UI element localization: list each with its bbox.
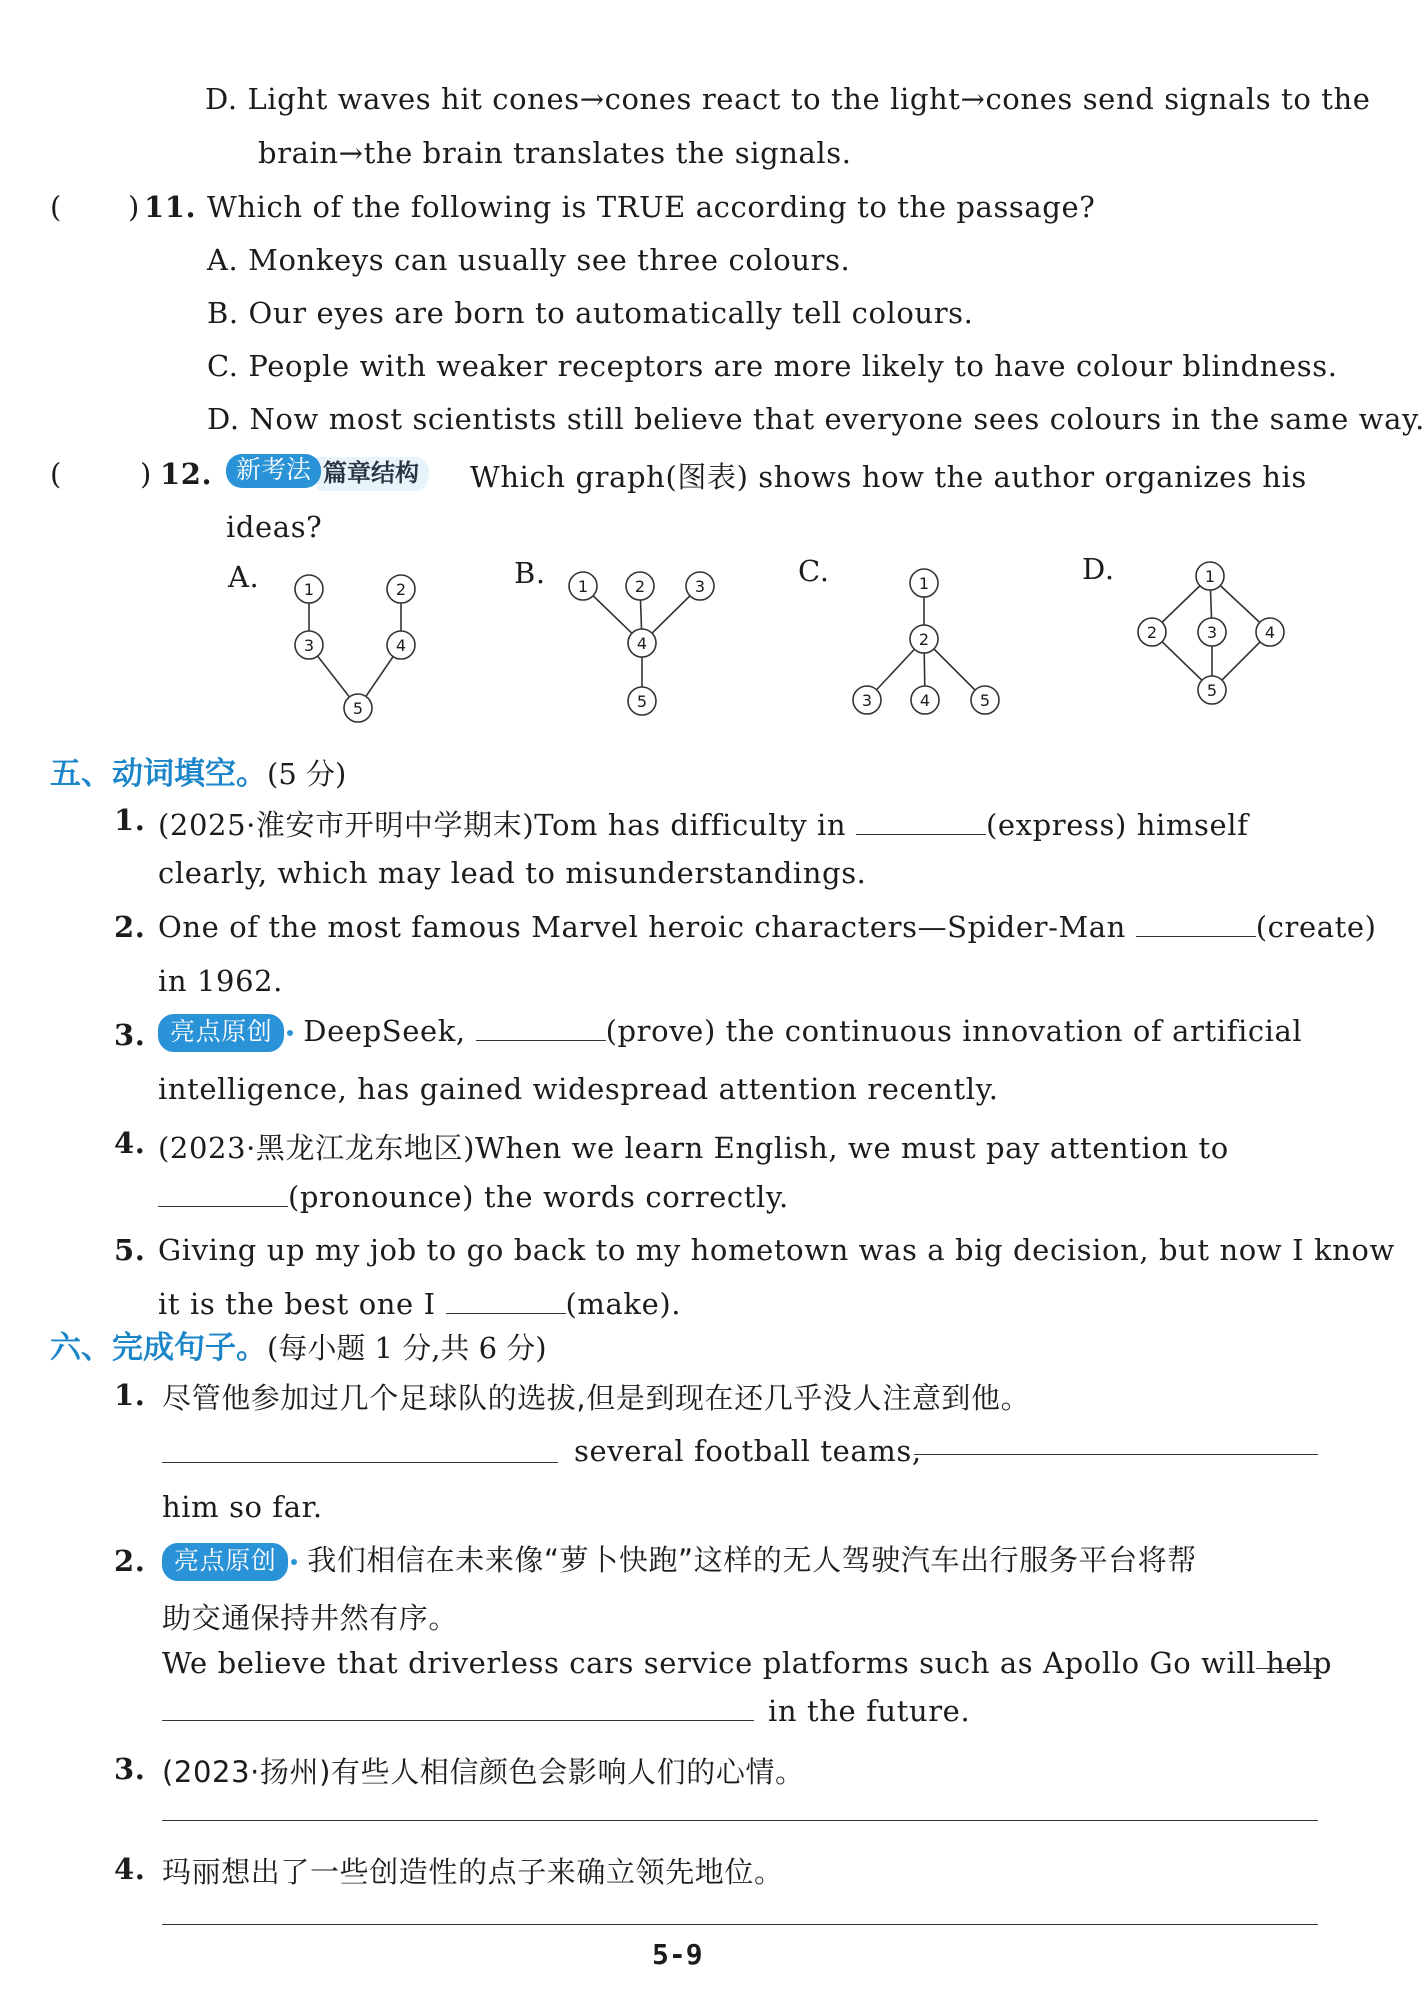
s6-item4-number: 4. [114, 1852, 146, 1886]
s6-item2-blank-2[interactable] [162, 1720, 754, 1721]
q12-tag-structure: 篇章结构 [317, 457, 429, 491]
q12-question-line2: ideas? [226, 510, 323, 544]
s5-item1-line1 [158, 803, 1248, 844]
s6-item2-en-line1: We believe that driverless cars service platforms such as Apollo Go will help [162, 1646, 1333, 1680]
s5-item5-line1: Giving up my job to go back to my hometown was a big decision, but now I know [158, 1233, 1395, 1267]
q11-answer-paren-close: ) [128, 190, 140, 224]
s6-item1-en-end: him so far. [162, 1490, 323, 1524]
graph-b-node-5-label: 5 [636, 692, 648, 711]
s6-item1-chinese: 尽管他参加过几个足球队的选拔,但是到现在还几乎没人注意到他。 [162, 1381, 1031, 1415]
graph-c-node-5-label: 5 [979, 691, 991, 710]
graph-a-node-4-label: 4 [395, 636, 407, 655]
s5-item1-number: 1. [114, 803, 146, 837]
s6-item3-chinese: (2023·扬州)有些人相信颜色会影响人们的心情。 [162, 1755, 805, 1789]
graph-a-node-2-label: 2 [395, 580, 407, 599]
s5-item4-line2 [158, 1180, 789, 1214]
s5-item3-text-post: (prove) the continuous innovation of artificial [605, 1014, 1303, 1048]
s6-item1-blank-2[interactable] [914, 1454, 1318, 1455]
s5-item1-text-post: (express) himself [986, 808, 1249, 842]
s5-item3-text-pre: DeepSeek, [303, 1014, 466, 1048]
s6-item1-blank-1[interactable] [162, 1462, 558, 1463]
section6-heading [50, 1322, 547, 1367]
s5-item4-number: 4. [114, 1126, 146, 1160]
q12-answer-paren-close: ) [140, 457, 152, 491]
s6-item4-answer-line[interactable] [162, 1924, 1318, 1925]
graph-a-label: A. [228, 560, 260, 594]
s6-item2-number: 2. [114, 1544, 146, 1578]
q10-option-d-line1: D. Light waves hit cones→cones react to the light→cones send signals to the [205, 82, 1371, 116]
graph-a-node-1-label: 1 [303, 580, 315, 599]
s5-item1-text-pre: (2025·淮安市开明中学期末)Tom has difficulty in [158, 808, 847, 842]
graph-b-node-3-label: 3 [694, 577, 706, 596]
graph-d-label: D. [1082, 552, 1115, 586]
q11-option-a: A. Monkeys can usually see three colours. [207, 243, 851, 277]
s6-item2-tag: 亮点原创 [162, 1543, 288, 1581]
q12-number: 12. [160, 457, 213, 491]
q12-tag-group [226, 453, 429, 488]
s5-item2-text-post: (create) [1255, 910, 1377, 944]
s5-item3-tag: 亮点原创 [158, 1014, 284, 1052]
graph-c-node-4-label: 4 [919, 691, 931, 710]
s5-item3-tag-dot [287, 1030, 293, 1036]
s5-item1-blank[interactable] [856, 833, 986, 835]
section5-title: 五、动词填空。 [50, 756, 267, 792]
graph-b-node-4-label: 4 [636, 634, 648, 653]
s5-item2-blank[interactable] [1136, 935, 1256, 937]
section5-heading [50, 748, 346, 793]
graph-a-node-3-label: 3 [303, 636, 315, 655]
s5-item4-blank[interactable] [158, 1205, 288, 1207]
graph-c-node-2-label: 2 [918, 630, 930, 649]
s5-item3-line1 [158, 1014, 1302, 1052]
section6-score: (每小题 1 分,共 6 分) [267, 1331, 547, 1365]
graph-d-node-5-label: 5 [1206, 681, 1218, 700]
graph-b-label: B. [514, 556, 546, 590]
graph-d-node-4-label: 4 [1264, 623, 1276, 642]
graph-c-label: C. [798, 554, 830, 588]
s6-item2-blank-1[interactable] [1256, 1668, 1318, 1669]
s6-item3-answer-line[interactable] [162, 1820, 1318, 1821]
s6-item2-cn-line1-group [162, 1538, 1197, 1581]
q10-option-d-line2: brain→the brain translates the signals. [258, 136, 852, 170]
q11-option-d: D. Now most scientists still believe that everyone sees colours in the same way. [207, 402, 1425, 436]
q12-answer-paren-open: ( [50, 457, 62, 491]
s5-item2-line1 [158, 910, 1377, 944]
graph-a-node-5-label: 5 [352, 699, 364, 718]
q11-option-b: B. Our eyes are born to automatically tell colours. [207, 296, 974, 330]
q11-answer-paren-open: ( [50, 190, 62, 224]
s6-item2-cn-line2: 助交通保持井然有序。 [162, 1601, 459, 1635]
s5-item5-number: 5. [114, 1233, 146, 1267]
q11-question: Which of the following is TRUE according to the passage? [207, 190, 1096, 224]
s6-item2-tag-dot [291, 1559, 297, 1565]
s5-item2-line2: in 1962. [158, 964, 283, 998]
s5-item2-text-pre: One of the most famous Marvel heroic characters—Spider-Man [158, 910, 1126, 944]
q12-question-line1: Which graph(图表) shows how the author organizes his [470, 460, 1307, 494]
section6-title: 六、完成句子。 [50, 1330, 267, 1366]
s5-item4-line1: (2023·黑龙江龙东地区)When we learn English, we must pay attention to [158, 1131, 1229, 1165]
graph-b-node-1-label: 1 [577, 577, 589, 596]
q12-tag-new-exam: 新考法 [226, 454, 321, 488]
s6-item1-en-mid: several football teams, [574, 1434, 922, 1468]
s6-item1-number: 1. [114, 1378, 146, 1412]
s5-item5-text-post: (make). [565, 1287, 682, 1321]
s6-item2-cn-line1: 我们相信在未来像“萝卜快跑”这样的无人驾驶汽车出行服务平台将帮 [307, 1543, 1197, 1577]
graph-b-node-2-label: 2 [634, 577, 646, 596]
graph-d-node-2-label: 2 [1146, 623, 1158, 642]
s5-item4-text-post: (pronounce) the words correctly. [288, 1180, 789, 1214]
s5-item3-number: 3. [114, 1018, 146, 1052]
s5-item5-line2 [158, 1287, 681, 1321]
section5-score: (5 分) [267, 757, 347, 791]
graph-d-node-1-label: 1 [1204, 567, 1216, 586]
graph-c-node-1-label: 1 [918, 574, 930, 593]
s5-item3-blank[interactable] [476, 1039, 606, 1041]
s6-item2-en-line2: in the future. [768, 1694, 971, 1728]
s5-item3-line2: intelligence, has gained widespread attention recently. [158, 1072, 999, 1106]
q11-number: 11. [144, 190, 197, 224]
structure-graphs [0, 540, 1350, 740]
graph-c-node-3-label: 3 [861, 691, 873, 710]
s6-item4-chinese: 玛丽想出了一些创造性的点子来确立领先地位。 [162, 1855, 784, 1889]
s6-item3-number: 3. [114, 1752, 146, 1786]
s5-item2-number: 2. [114, 910, 146, 944]
s5-item5-text-pre: it is the best one I [158, 1287, 436, 1321]
s5-item1-line2: clearly, which may lead to misunderstandings. [158, 856, 867, 890]
page-number: 5-9 [652, 1938, 703, 1971]
s5-item5-blank[interactable] [446, 1312, 566, 1314]
q11-option-c: C. People with weaker receptors are more likely to have colour blindness. [207, 349, 1338, 383]
graph-d-node-3-label: 3 [1206, 623, 1218, 642]
